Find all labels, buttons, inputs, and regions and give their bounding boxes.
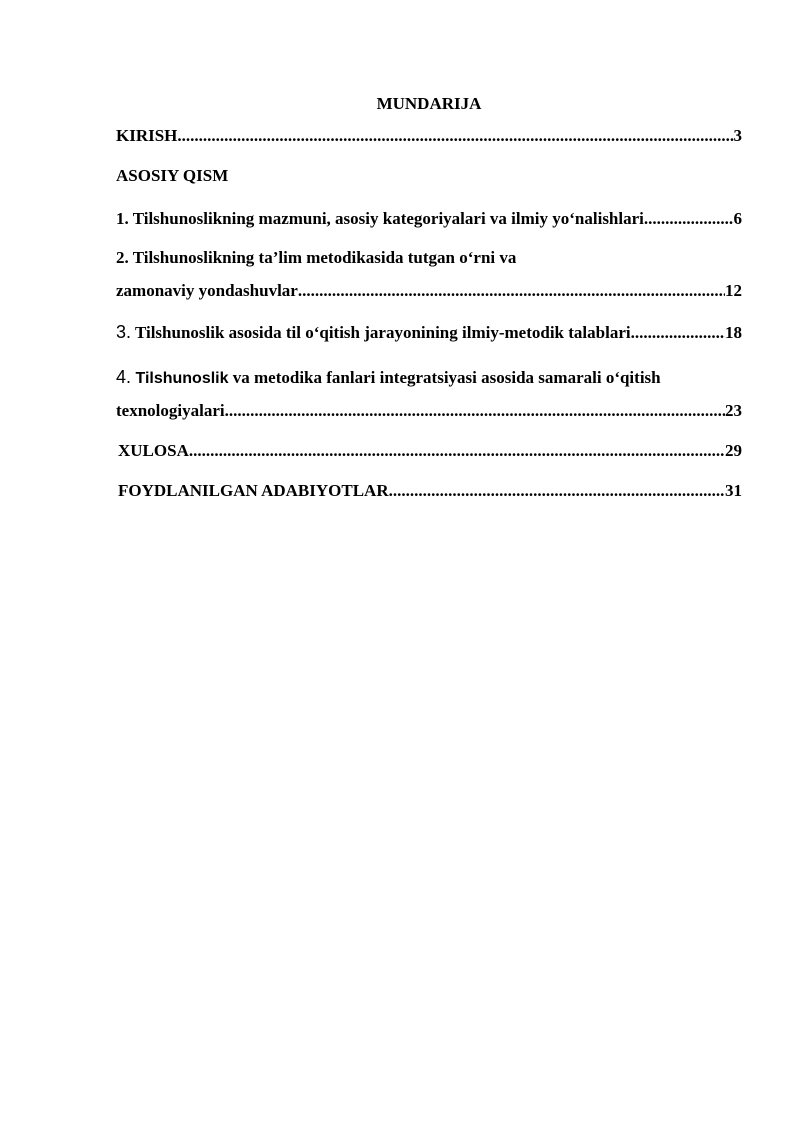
- toc-entry-chapter-2-line-2: [116, 280, 742, 302]
- toc-page-number: 3: [733, 126, 742, 145]
- chapter-title-rest: va metodika fanlari integratsiyasi asosida samarali o‘qitish: [228, 368, 661, 387]
- toc-page-number: 31: [725, 481, 742, 500]
- dot-leader: [631, 322, 725, 343]
- toc-entry-references: [118, 480, 742, 502]
- toc-entry-chapter-1: [116, 208, 742, 230]
- toc-page-number: 29: [725, 441, 742, 460]
- toc-entry-chapter-4-line-2: [116, 400, 742, 422]
- chapter-title: Tilshunoslik asosida til o‘qitish jarayonining ilmiy-metodik talablari: [131, 323, 631, 342]
- toc-page-number: 18: [725, 323, 742, 342]
- toc-entry-chapter-3: [116, 321, 742, 343]
- chapter-number: 3.: [116, 322, 132, 342]
- toc-entry-chapter-2-line-1: 2. Tilshunoslikning ta’lim metodikasida tutgan o‘rni va: [116, 248, 517, 267]
- page-title: MUNDARIJA: [376, 94, 482, 113]
- toc-page-number: 23: [725, 401, 742, 420]
- toc-entry-label: FOYDLANILGAN ADABIYOTLAR: [118, 481, 389, 500]
- toc-entry-label: [116, 321, 631, 343]
- toc-entry-intro: [116, 125, 742, 147]
- toc-page-number: 12: [725, 281, 742, 300]
- dot-leader: [189, 440, 725, 462]
- toc-page-number: 6: [733, 209, 742, 228]
- toc-entry-chapter-4-line-1: [116, 366, 661, 390]
- toc-entry-label: texnologiyalari: [116, 401, 225, 420]
- dot-leader: [644, 208, 734, 230]
- dot-leader: [389, 480, 725, 502]
- dot-leader: [225, 400, 725, 422]
- dot-leader: [177, 125, 733, 147]
- toc-section-heading: ASOSIY QISM: [116, 166, 229, 185]
- dot-leader: [298, 280, 725, 302]
- toc-entry-label: zamonaviy yondashuvlar: [116, 281, 298, 300]
- toc-entry-label: 1. Tilshunoslikning mazmuni, asosiy kategoriyalari va ilmiy yo‘nalishlari: [116, 209, 644, 228]
- toc-entry-conclusion: [118, 440, 742, 462]
- toc-entry-label: XULOSA: [118, 441, 189, 460]
- chapter-number: 4.: [116, 367, 132, 387]
- toc-entry-label: KIRISH: [116, 126, 178, 145]
- chapter-title-first-word: Tilshunoslik: [131, 370, 229, 387]
